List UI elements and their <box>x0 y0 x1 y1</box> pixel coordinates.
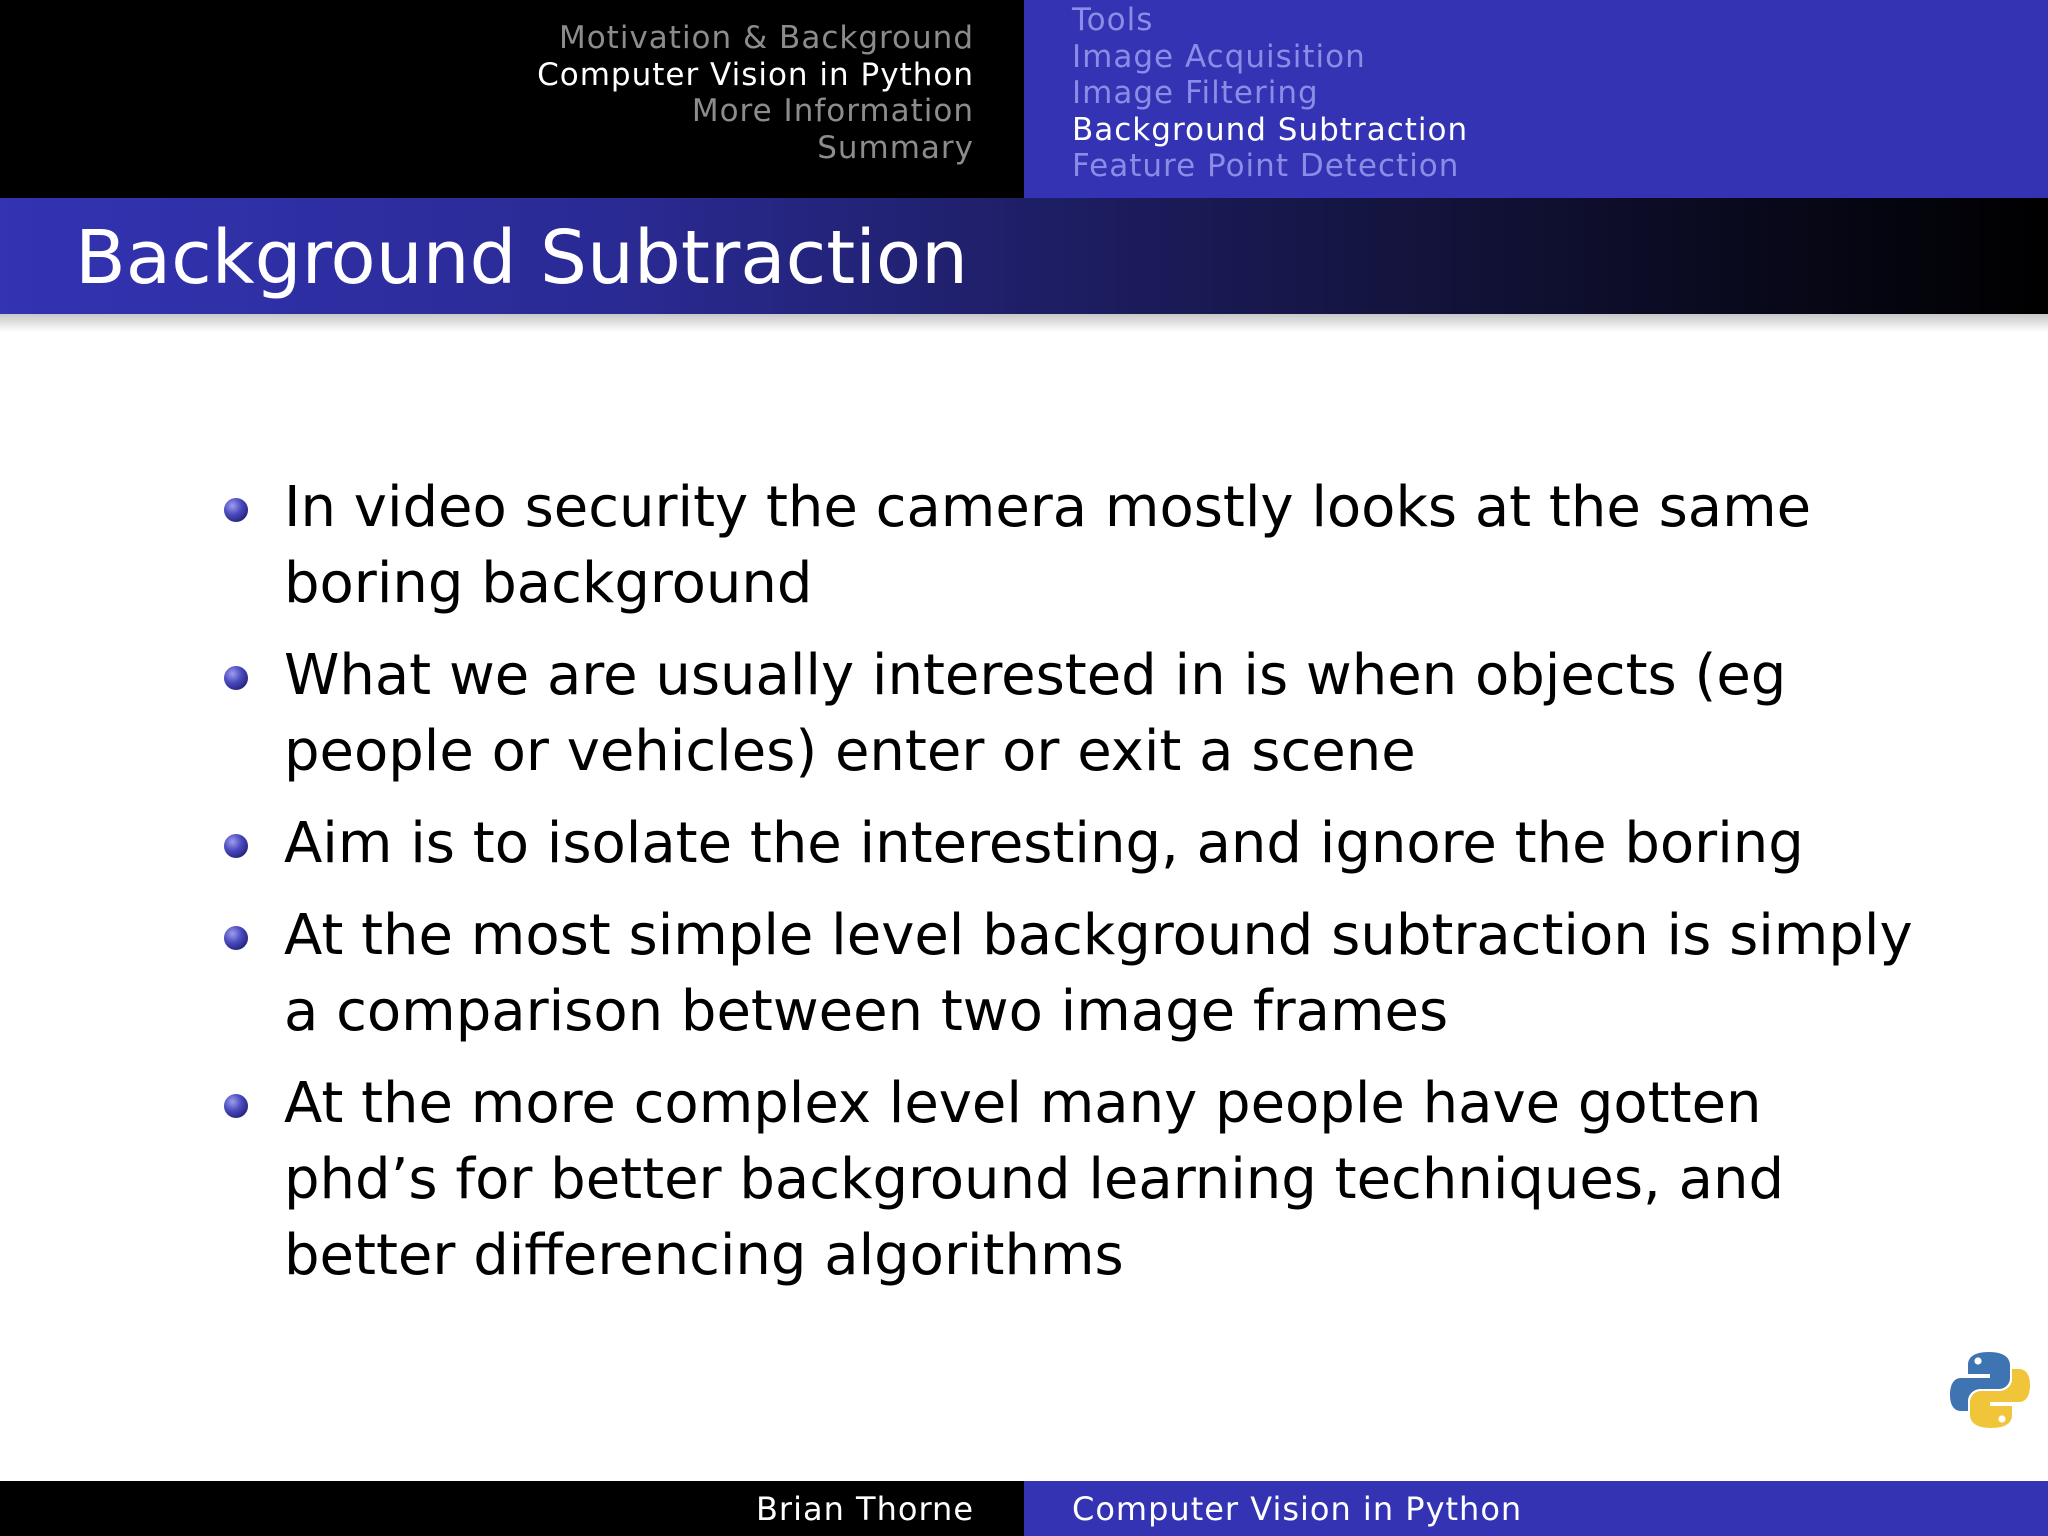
python-logo-icon <box>1949 1349 2031 1431</box>
nav-subsection-tools[interactable]: Tools <box>1072 2 1154 38</box>
nav-subsection-feature-point-detection[interactable]: Feature Point Detection <box>1072 148 1460 184</box>
nav-section-summary[interactable]: Summary <box>817 129 974 166</box>
bullet-text: In video security the camera mostly looks at the same boring background <box>284 475 1812 616</box>
bullet-item <box>222 898 1922 1050</box>
bullet-text: What we are usually interested in is when objects (eg people or vehicles) enter or exit a scene <box>284 643 1787 784</box>
subsection-nav-panel <box>1024 0 2048 198</box>
frame-title-bar <box>0 198 2048 314</box>
frame-title: Background Subtraction <box>75 215 969 301</box>
nav-subsection-image-filtering[interactable]: Image Filtering <box>1072 75 1319 111</box>
title-bar-shadow <box>0 314 2048 332</box>
sphere-bullet-icon <box>224 1094 248 1118</box>
bullet-text: Aim is to isolate the interesting, and ignore the boring <box>284 811 1804 876</box>
footer-author-panel <box>0 1481 1024 1536</box>
nav-subsection-background-subtraction[interactable]: Background Subtraction <box>1072 111 1469 148</box>
section-list <box>537 20 974 166</box>
bullet-list <box>222 470 1922 1310</box>
nav-section-more-information[interactable]: More Information <box>691 93 974 129</box>
footer-title: Computer Vision in Python <box>1072 1490 1523 1528</box>
bullet-text: At the most simple level background subtraction is simply a comparison between two image frames <box>284 903 1913 1044</box>
bullet-item <box>222 1066 1922 1294</box>
sphere-bullet-icon <box>224 834 248 858</box>
sphere-bullet-icon <box>224 498 248 522</box>
sphere-bullet-icon <box>224 666 248 690</box>
bullet-item <box>222 638 1922 790</box>
footer-author: Brian Thorne <box>755 1490 974 1528</box>
sphere-bullet-icon <box>224 926 248 950</box>
bullet-item <box>222 470 1922 622</box>
section-nav-panel <box>0 0 1024 198</box>
nav-section-motivation-background[interactable]: Motivation & Background <box>558 20 974 56</box>
nav-subsection-image-acquisition[interactable]: Image Acquisition <box>1072 38 1366 75</box>
header-navigation <box>0 0 2048 198</box>
bullet-item <box>222 806 1922 882</box>
subsection-list <box>1072 2 1468 185</box>
footer <box>0 1481 2048 1536</box>
footer-title-panel <box>1024 1481 2048 1536</box>
nav-section-computer-vision-python[interactable]: Computer Vision in Python <box>537 56 974 93</box>
bullet-text: At the more complex level many people have gotten phd’s for better background learning techniques, and better differencing algorithms <box>284 1071 1784 1288</box>
